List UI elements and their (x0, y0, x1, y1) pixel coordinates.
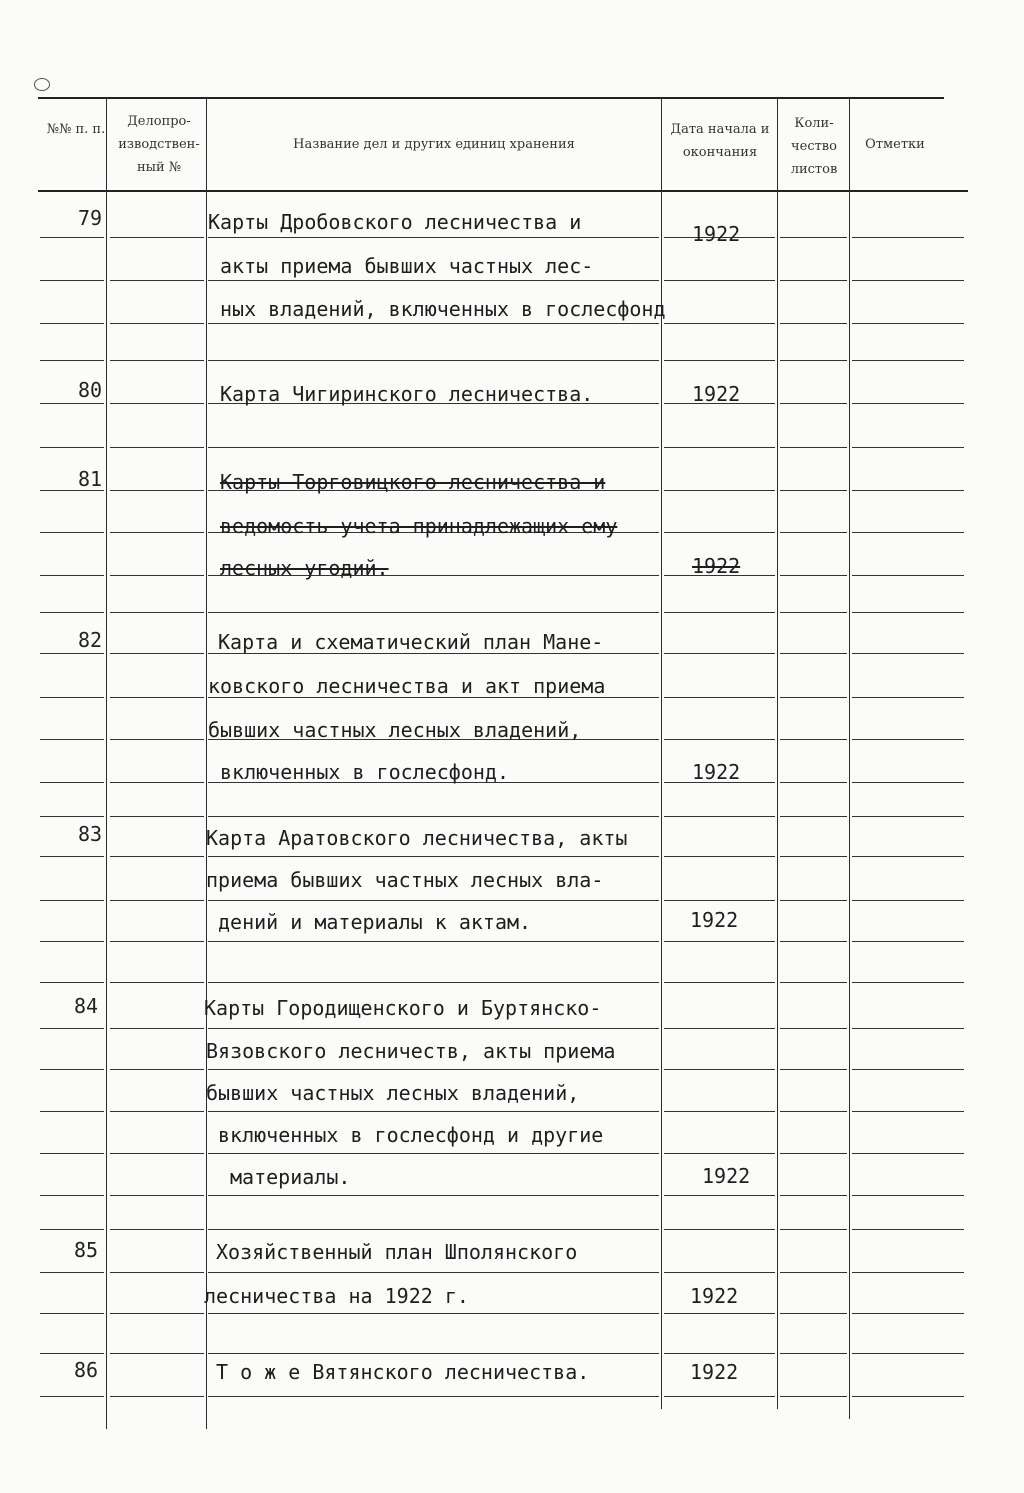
ruled-line (852, 323, 964, 324)
ruled-line (110, 323, 204, 324)
ruled-line (208, 1111, 659, 1112)
ruled-line (110, 900, 204, 901)
ruled-line (208, 941, 659, 942)
record-title-line: включенных в гослесфонд. (220, 760, 509, 784)
ruled-line (208, 982, 659, 983)
ruled-line (208, 1313, 659, 1314)
column-divider (206, 99, 207, 1429)
ruled-line (208, 1195, 659, 1196)
ruled-line (110, 982, 204, 983)
record-date: 1922 (690, 1284, 739, 1308)
ruled-line (664, 1028, 775, 1029)
column-divider (106, 99, 107, 1429)
ruled-line (110, 612, 204, 613)
ruled-line (780, 1069, 847, 1070)
ruled-line (110, 856, 204, 857)
ruled-line (40, 1153, 104, 1154)
record-title-line: лесничества на 1922 г. (204, 1284, 469, 1308)
ruled-line (208, 447, 659, 448)
ruled-line (664, 323, 775, 324)
ruled-line (852, 612, 964, 613)
table-top-border (38, 97, 944, 99)
ruled-line (852, 697, 964, 698)
ruled-line (852, 490, 964, 491)
ruled-line (664, 982, 775, 983)
ruled-line (780, 982, 847, 983)
header-sheets: Коли- чество листов (790, 116, 838, 177)
ruled-line (852, 1353, 964, 1354)
ruled-line (110, 360, 204, 361)
ruled-line (852, 1313, 964, 1314)
record-title-line: Карты Городищенского и Буртянско- (204, 996, 602, 1020)
ruled-line (664, 697, 775, 698)
ruled-line (40, 237, 104, 238)
record-title-line: Карты Торговицкого лесничества и (220, 470, 606, 494)
ruled-line (852, 360, 964, 361)
ruled-line (852, 856, 964, 857)
header-office-number: Делопро- изводствен- ный № (118, 114, 200, 175)
ruled-line (40, 612, 104, 613)
column-divider (849, 99, 850, 1419)
ruled-line (40, 900, 104, 901)
ruled-line (40, 1396, 104, 1397)
ruled-line (664, 1069, 775, 1070)
ruled-line (110, 532, 204, 533)
ruled-line (40, 941, 104, 942)
ruled-line (208, 280, 659, 281)
ruled-line (780, 575, 847, 576)
ruled-line (40, 532, 104, 533)
ruled-line (664, 280, 775, 281)
record-title-line: акты приема бывших частных лес- (220, 254, 594, 278)
ruled-line (208, 900, 659, 901)
ruled-line (852, 1272, 964, 1273)
ruled-line (852, 941, 964, 942)
column-divider (661, 99, 662, 1409)
ruled-line (664, 1229, 775, 1230)
ruled-line (110, 653, 204, 654)
corner-mark (34, 78, 50, 91)
ruled-line (852, 575, 964, 576)
ruled-line (780, 447, 847, 448)
ruled-line (110, 237, 204, 238)
ruled-line (110, 403, 204, 404)
record-number: 86 (74, 1358, 99, 1382)
ruled-line (110, 1153, 204, 1154)
ruled-line (780, 782, 847, 783)
ruled-line (110, 1353, 204, 1354)
header-dates: Дата начала и окончания (670, 122, 770, 160)
ruled-line (40, 575, 104, 576)
record-title-line: приема бывших частных лесных вла- (206, 868, 604, 892)
ruled-line (664, 1313, 775, 1314)
ruled-line (40, 447, 104, 448)
ruled-line (852, 237, 964, 238)
ruled-line (110, 1272, 204, 1273)
ruled-line (40, 1069, 104, 1070)
ruled-line (852, 1396, 964, 1397)
ruled-line (852, 1229, 964, 1230)
ruled-line (110, 1195, 204, 1196)
ruled-line (852, 816, 964, 817)
ruled-line (110, 1313, 204, 1314)
ruled-line (780, 1353, 847, 1354)
ruled-line (780, 1153, 847, 1154)
ruled-line (852, 739, 964, 740)
header-num: №№ п. п. (46, 122, 106, 137)
ruled-line (664, 360, 775, 361)
ruled-line (40, 403, 104, 404)
ruled-line (208, 1153, 659, 1154)
ruled-line (208, 1229, 659, 1230)
ruled-line (40, 982, 104, 983)
record-title-line: лесных угодий. (220, 556, 389, 580)
ruled-line (110, 1111, 204, 1112)
record-number: 85 (74, 1238, 99, 1262)
ruled-line (780, 1111, 847, 1112)
header-bottom-border (38, 190, 968, 192)
ruled-line (780, 739, 847, 740)
record-title-line: Карта и схематический план Мане- (218, 630, 604, 654)
ruled-line (110, 697, 204, 698)
ruled-line (664, 1195, 775, 1196)
record-number: 83 (78, 822, 103, 846)
ruled-line (780, 1272, 847, 1273)
ruled-line (208, 237, 659, 238)
ruled-line (780, 403, 847, 404)
ruled-line (852, 532, 964, 533)
ruled-line (664, 941, 775, 942)
ruled-line (780, 1396, 847, 1397)
ruled-line (40, 856, 104, 857)
record-title-line: материалы. (230, 1165, 351, 1189)
ruled-line (852, 900, 964, 901)
record-date: 1922 (692, 222, 741, 246)
ruled-line (40, 739, 104, 740)
ruled-line (40, 1195, 104, 1196)
ruled-line (664, 532, 775, 533)
record-date: 1922 (692, 554, 741, 578)
ruled-line (852, 1111, 964, 1112)
ruled-line (852, 782, 964, 783)
record-date: 1922 (692, 760, 741, 784)
ruled-line (110, 447, 204, 448)
header-notes: Отметки (865, 137, 925, 152)
record-title-line: Вязовского лесничеств, акты приема (206, 1039, 616, 1063)
ruled-line (110, 782, 204, 783)
ruled-line (40, 323, 104, 324)
record-title-line: Т о ж е Вятянского лесничества. (216, 1360, 590, 1384)
ruled-line (780, 237, 847, 238)
ruled-line (40, 1272, 104, 1273)
ruled-line (208, 1396, 659, 1397)
ruled-line (40, 1353, 104, 1354)
ruled-line (110, 490, 204, 491)
ruled-line (664, 653, 775, 654)
ruled-line (780, 1195, 847, 1196)
ruled-line (110, 575, 204, 576)
record-date: 1922 (690, 908, 739, 932)
ruled-line (852, 1069, 964, 1070)
ruled-line (110, 739, 204, 740)
ruled-line (40, 360, 104, 361)
ruled-line (664, 1353, 775, 1354)
ruled-line (208, 1069, 659, 1070)
ruled-line (664, 1272, 775, 1273)
record-date: 1922 (690, 1360, 739, 1384)
ruled-line (40, 653, 104, 654)
ruled-line (852, 447, 964, 448)
ruled-line (110, 941, 204, 942)
ruled-line (780, 900, 847, 901)
ruled-line (780, 653, 847, 654)
ruled-line (208, 816, 659, 817)
record-title-line: Хозяйственный план Шполянского (216, 1240, 578, 1264)
ruled-line (110, 816, 204, 817)
ruled-line (664, 1111, 775, 1112)
ruled-line (208, 1272, 659, 1273)
ruled-line (40, 782, 104, 783)
ruled-line (664, 856, 775, 857)
ruled-line (780, 697, 847, 698)
ruled-line (208, 323, 659, 324)
ruled-line (852, 653, 964, 654)
ruled-line (664, 900, 775, 901)
header-title: Название дел и других единиц хранения (293, 137, 575, 152)
record-title-line: бывших частных лесных владений, (208, 718, 582, 742)
ruled-line (780, 280, 847, 281)
record-number: 84 (74, 994, 99, 1018)
ruled-line (780, 856, 847, 857)
ruled-line (208, 856, 659, 857)
record-title-line: Карта Аратовского лесничества, акты (206, 826, 628, 850)
ruled-line (852, 1195, 964, 1196)
ruled-line (664, 490, 775, 491)
ruled-line (40, 1028, 104, 1029)
ruled-line (780, 323, 847, 324)
ruled-line (852, 403, 964, 404)
record-date: 1922 (702, 1164, 751, 1188)
ruled-line (664, 447, 775, 448)
record-title-line: бывших частных лесных владений, (206, 1081, 580, 1105)
record-number: 82 (78, 628, 103, 652)
ruled-line (780, 1229, 847, 1230)
ruled-line (780, 816, 847, 817)
ruled-line (664, 1396, 775, 1397)
ruled-line (208, 1028, 659, 1029)
ruled-line (780, 1313, 847, 1314)
ruled-line (40, 280, 104, 281)
ruled-line (780, 1028, 847, 1029)
ruled-line (852, 280, 964, 281)
record-title-line: ных владений, включенных в гослесфонд (220, 297, 666, 321)
ruled-line (852, 982, 964, 983)
record-title-line: Карта Чигиринского лесничества. (220, 382, 594, 406)
record-number: 79 (78, 206, 103, 230)
ruled-line (208, 1353, 659, 1354)
ruled-line (780, 612, 847, 613)
ruled-line (852, 1028, 964, 1029)
ruled-line (664, 1153, 775, 1154)
ruled-line (40, 697, 104, 698)
ruled-line (40, 816, 104, 817)
ruled-line (780, 490, 847, 491)
ruled-line (40, 1313, 104, 1314)
ruled-line (110, 1396, 204, 1397)
ruled-line (852, 1153, 964, 1154)
record-title-line: включенных в гослесфонд и другие (218, 1123, 604, 1147)
record-title-line: дений и материалы к актам. (218, 910, 532, 934)
record-title-line: ведомость учета принадлежащих ему (220, 514, 618, 538)
record-title-line: ковского лесничества и акт приема (208, 674, 606, 698)
record-title-line: Карты Дробовского лесничества и (208, 210, 582, 234)
ruled-line (110, 1069, 204, 1070)
ruled-line (780, 532, 847, 533)
ruled-line (40, 1111, 104, 1112)
ruled-line (780, 941, 847, 942)
ruled-line (664, 816, 775, 817)
ruled-line (208, 612, 659, 613)
record-number: 80 (78, 378, 103, 402)
record-date: 1922 (692, 382, 741, 406)
column-divider (777, 99, 778, 1409)
ruled-line (40, 1229, 104, 1230)
ruled-line (664, 739, 775, 740)
ruled-line (664, 612, 775, 613)
ruled-line (110, 1229, 204, 1230)
ruled-line (110, 280, 204, 281)
ruled-line (110, 1028, 204, 1029)
record-number: 81 (78, 467, 103, 491)
ruled-line (208, 360, 659, 361)
ruled-line (780, 360, 847, 361)
